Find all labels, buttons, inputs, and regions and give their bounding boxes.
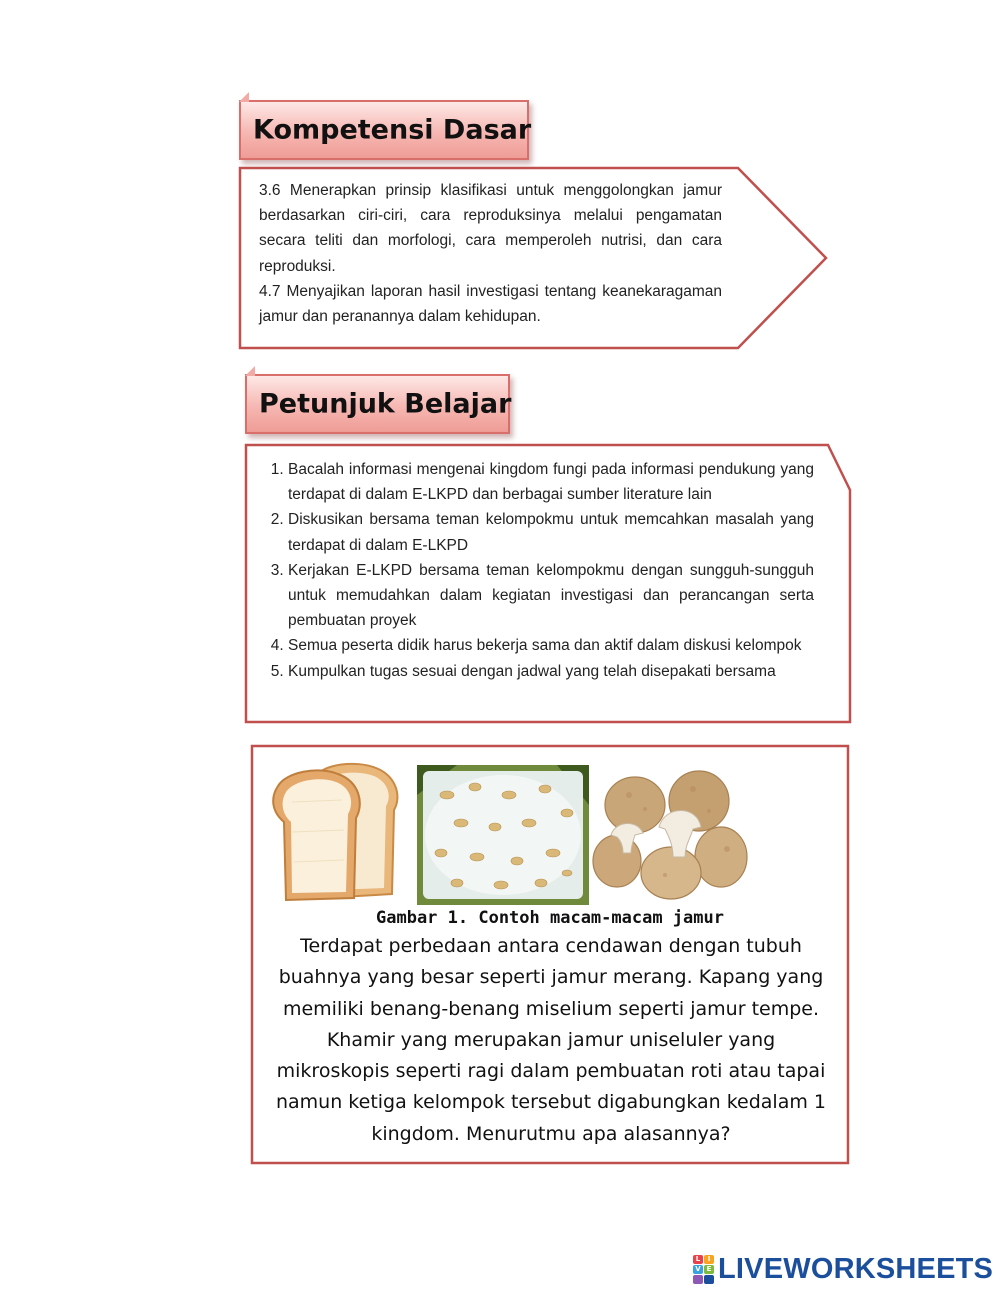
list-item: 5. Kumpulkan tugas sesuai dengan jadwal yang telah disepakati bersama xyxy=(288,659,814,684)
tab-fold-decoration xyxy=(245,366,255,376)
petunjuk-list-container xyxy=(246,457,814,684)
kompetensi-dasar-title: Kompetensi Dasar xyxy=(253,114,532,146)
petunjuk-list xyxy=(246,457,814,684)
bread-image xyxy=(272,762,408,902)
question-text: Terdapat perbedaan antara cendawan dengan tubuh buahnya yang besar seperti jamur merang. Kapang yang memiliki benang-benang miselium seperti jamur tempe. Khamir yang merupakan jamur uniseluler yang mikroskopis seperti ragi dalam pembuatan roti atau tapai namun ketiga kelompok tersebut digabungkan kedalam 1 kingdom. Menurutmu apa alasannya? xyxy=(275,935,826,1145)
list-item: 4. Semua peserta didik harus bekerja sama dan aktif dalam diskusi kelompok xyxy=(288,633,814,658)
list-item: 1. Bacalah informasi mengenai kingdom fungi pada informasi pendukung yang terdapat di dalam E-LKPD dan berbagai sumber literature lain xyxy=(288,457,814,507)
liveworksheets-brand: LIVEWORKSHEETS xyxy=(718,1252,994,1285)
petunjuk-belajar-title: Petunjuk Belajar xyxy=(259,388,512,420)
list-item: 2. Diskusikan bersama teman kelompokmu untuk memcahkan masalah yang terdapat di dalam E-LKPD xyxy=(288,507,814,557)
list-item: 3. Kerjakan E-LKPD bersama teman kelompokmu dengan sungguh-sungguh untuk memudahkan dalam kegiatan investigasi dan perancangan serta pembuatan proyek xyxy=(288,558,814,634)
kompetensi-point-3-6: 3.6 Menerapkan prinsip klasifikasi untuk menggolongkan jamur berdasarkan ciri-ciri, cara reproduksinya melalui pengamatan secara teliti dan morfologi, cara memperoleh nutrisi, dan cara reproduksi. xyxy=(259,182,722,275)
liveworksheets-mark-icon: L I V E xyxy=(693,1255,714,1284)
kompetensi-text xyxy=(259,178,722,329)
liveworksheets-logo xyxy=(693,1252,993,1286)
figure-caption: Gambar 1. Contoh macam-macam jamur xyxy=(376,908,724,928)
petunjuk-belajar-heading xyxy=(245,374,510,434)
kompetensi-point-4-7: 4.7 Menyajikan laporan hasil investigasi tentang keanekaragaman jamur dan peranannya dalam kehidupan. xyxy=(259,282,722,326)
tempe-mold-image xyxy=(417,765,589,905)
mushroom-image xyxy=(589,765,749,905)
